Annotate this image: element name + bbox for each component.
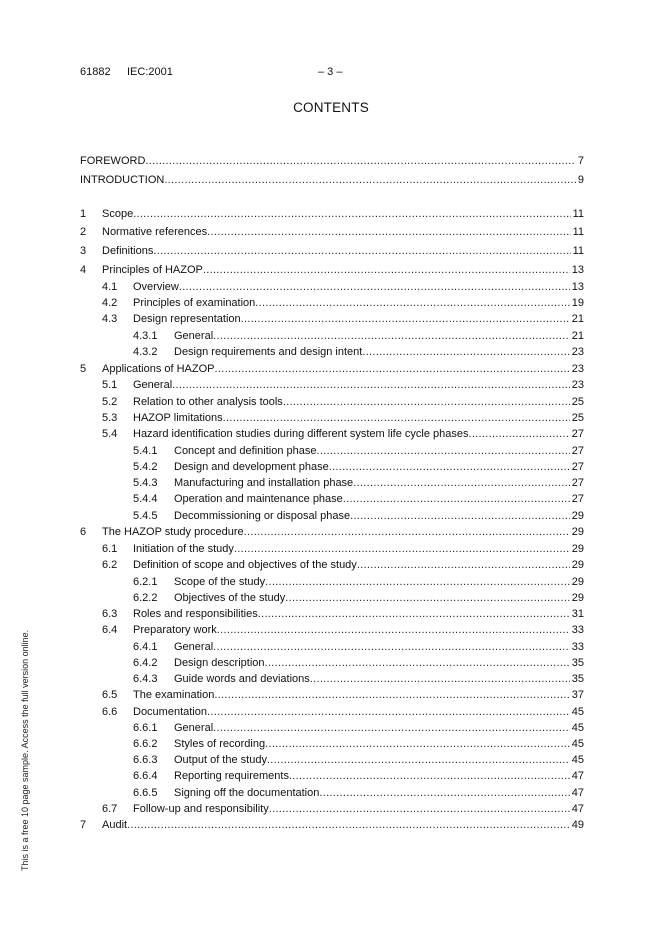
toc-entry-label: Relation to other analysis tools [133,396,283,408]
toc-entry[interactable] [102,623,584,637]
toc-leader-dots [145,154,575,168]
toc-entry[interactable] [102,688,584,702]
toc-entry-number: 6.7 [102,803,118,815]
toc-entry-label: Initiation of the study [133,543,234,555]
toc-entry[interactable] [102,607,584,621]
toc-entry-number: 6.2.1 [133,576,158,588]
toc-leader-dots [317,444,570,458]
toc-entry-label: Documentation [133,706,207,718]
toc-entry[interactable] [80,173,584,187]
toc-entry-number: 7 [80,819,87,831]
toc-entry[interactable] [80,154,584,168]
toc-entry-label: Scope of the study [174,576,266,588]
toc-leader-dots [215,362,570,376]
toc-entry[interactable] [80,225,584,239]
toc-leader-dots [207,705,570,719]
toc-entry[interactable] [102,705,584,719]
toc-entry[interactable] [133,444,584,458]
toc-entry-page: 27 [571,461,584,473]
standard-date: IEC:2001 [127,66,173,78]
toc-entry[interactable] [133,769,584,783]
toc-entry-number: 6.5 [102,689,118,701]
toc-entry-number: 5.4.2 [133,461,158,473]
toc-entry-number: 2 [80,226,87,238]
toc-leader-dots [214,688,569,702]
toc-leader-dots [468,427,569,441]
toc-leader-dots [269,802,570,816]
toc-entry[interactable] [133,575,584,589]
toc-leader-dots [179,280,570,294]
toc-entry-page: 29 [571,510,584,522]
toc-entry-number: 4.3 [102,313,118,325]
toc-entry-label: The examination [133,689,215,701]
toc-entry-label: Styles of recording [174,738,266,750]
toc-leader-dots [217,623,570,637]
toc-leader-dots [265,656,570,670]
toc-leader-dots [223,411,570,425]
toc-entry-number: 6.4.1 [133,641,158,653]
toc-entry-label: Objectives of the study [174,592,286,604]
toc-entry-number: 6.6.3 [133,754,158,766]
toc-entry-label: FOREWORD [80,155,146,167]
toc-entry-number: 5.2 [102,396,118,408]
toc-entry-label: Design representation [133,313,241,325]
toc-leader-dots [357,558,570,572]
toc-entry-number: 4 [80,264,87,276]
toc-entry-page: 45 [571,722,584,734]
toc-entry-number: 4.2 [102,297,118,309]
toc-entry[interactable] [102,427,584,441]
toc-entry-page: 13 [571,281,584,293]
toc-leader-dots [265,737,570,751]
toc-entry-number: 6.2 [102,559,118,571]
toc-entry[interactable] [133,460,584,474]
toc-entry-page: 11 [572,245,584,257]
toc-entry[interactable] [102,280,584,294]
toc-entry-label: General [174,641,214,653]
page-title: CONTENTS [293,100,369,115]
toc-leader-dots [283,395,570,409]
toc-leader-dots [127,818,570,832]
toc-entry-page: 11 [572,226,584,238]
toc-entry-label: Follow-up and responsibility [133,803,269,815]
toc-leader-dots [310,672,570,686]
toc-entry-number: 5.4.4 [133,493,158,505]
toc-entry-page: 27 [571,428,584,440]
toc-entry-page: 23 [571,379,584,391]
toc-entry[interactable] [102,802,584,816]
toc-entry-label: Scope [102,208,134,220]
toc-entry[interactable] [102,542,584,556]
toc-entry-label: Manufacturing and installation phase [174,477,354,489]
toc-leader-dots [203,263,570,277]
toc-entry-page: 11 [572,208,584,220]
toc-entry-number: 5.3 [102,412,118,424]
toc-entry-label: Preparatory work [133,624,217,636]
toc-leader-dots [172,378,570,392]
toc-entry-page: 21 [571,313,584,325]
toc-entry[interactable] [133,672,584,686]
toc-entry[interactable] [80,207,584,221]
toc-entry-label: Definitions [102,245,154,257]
toc-entry-number: 5 [80,363,87,375]
toc-entry-page: 25 [571,396,584,408]
toc-entry-page: 29 [571,592,584,604]
toc-entry-label: HAZOP limitations [133,412,223,424]
toc-entry-label: General [174,722,214,734]
toc-entry-page: 33 [571,624,584,636]
toc-leader-dots [255,296,569,310]
toc-entry[interactable] [133,591,584,605]
toc-entry[interactable] [133,786,584,800]
toc-entry-page: 45 [571,706,584,718]
toc-leader-dots [353,476,570,490]
toc-entry[interactable] [80,244,584,258]
toc-entry[interactable] [102,395,584,409]
toc-leader-dots [153,244,570,258]
page-number: – 3 – [318,66,343,78]
toc-entry-label: Audit [102,819,128,831]
toc-entry-page: 27 [571,493,584,505]
toc-entry-page: 35 [571,673,584,685]
toc-entry-page: 29 [571,526,584,538]
toc-entry-number: 5.4 [102,428,118,440]
toc-entry-page: 47 [571,787,584,799]
toc-leader-dots [241,312,570,326]
toc-entry-page: 23 [571,346,584,358]
toc-entry[interactable] [133,753,584,767]
toc-entry-page: 45 [571,754,584,766]
toc-entry[interactable] [133,329,584,343]
toc-entry-number: 4.3.1 [133,330,158,342]
toc-entry-page: 29 [571,559,584,571]
toc-entry-page: 27 [571,477,584,489]
toc-entry[interactable] [133,476,584,490]
toc-entry[interactable] [133,509,584,523]
toc-entry-page: 13 [571,264,584,276]
toc-leader-dots [244,525,570,539]
toc-entry[interactable] [102,296,584,310]
toc-entry[interactable] [102,378,584,392]
toc-entry[interactable] [133,737,584,751]
toc-entry-label: Applications of HAZOP [102,363,215,375]
toc-entry-number: 5.4.1 [133,445,158,457]
toc-entry[interactable] [102,558,584,572]
toc-entry-label: General [133,379,173,391]
toc-entry-label: Guide words and deviations [174,673,310,685]
toc-entry-number: 3 [80,245,87,257]
toc-leader-dots [258,607,570,621]
toc-entry[interactable] [80,362,584,376]
toc-entry-number: 4.1 [102,281,118,293]
toc-entry-number: 6.4.2 [133,657,158,669]
toc-entry-number: 6 [80,526,87,538]
toc-entry-page: 47 [571,803,584,815]
toc-leader-dots [343,492,570,506]
toc-entry-page: 23 [571,363,584,375]
toc-entry-label: Overview [133,281,179,293]
toc-entry[interactable] [80,525,584,539]
toc-entry-page: 49 [571,819,584,831]
toc-entry-page: 31 [571,608,584,620]
toc-entry-number: 5.4.3 [133,477,158,489]
toc-entry-number: 6.6.1 [133,722,158,734]
toc-entry-label: Hazard identification studies during different system life cycle phases [133,428,469,440]
toc-entry-page: 47 [571,770,584,782]
toc-entry-number: 5.4.5 [133,510,158,522]
toc-entry-label: Decommissioning or disposal phase [174,510,351,522]
toc-entry-number: 6.6 [102,706,118,718]
toc-leader-dots [362,345,569,359]
document-number: 61882 [80,66,111,78]
toc-entry-label: Reporting requirements [174,770,289,782]
toc-entry-label: Operation and maintenance phase [174,493,343,505]
toc-entry-page: 37 [571,689,584,701]
toc-leader-dots [213,329,570,343]
toc-entry-label: Signing off the documentation [174,787,320,799]
toc-leader-dots [133,207,570,221]
toc-entry-label: Design description [174,657,265,669]
toc-leader-dots [234,542,570,556]
toc-entry[interactable] [133,656,584,670]
toc-leader-dots [350,509,570,523]
toc-entry-label: Output of the study [174,754,267,766]
toc-entry-number: 5.1 [102,379,118,391]
toc-entry-number: 1 [80,208,87,220]
toc-entry-page: 21 [571,330,584,342]
toc-entry[interactable] [80,263,584,277]
toc-entry-label: General [174,330,214,342]
toc-leader-dots [285,591,569,605]
toc-entry-label: The HAZOP study procedure [102,526,244,538]
toc-leader-dots [265,575,570,589]
toc-entry-number: 6.2.2 [133,592,158,604]
toc-entry-page: 29 [571,576,584,588]
toc-leader-dots [329,460,570,474]
toc-leader-dots [319,786,569,800]
toc-entry-label: INTRODUCTION [80,174,165,186]
toc-entry-label: Roles and responsibilities [133,608,258,620]
toc-entry-label: Principles of HAZOP [102,264,203,276]
toc-entry-number: 6.6.2 [133,738,158,750]
toc-entry-page: 25 [571,412,584,424]
toc-entry-label: Normative references [102,226,208,238]
toc-entry-label: Concept and definition phase [174,445,317,457]
toc-entry-number: 6.6.4 [133,770,158,782]
toc-entry[interactable] [133,345,584,359]
toc-entry-page: 27 [571,445,584,457]
toc-entry-number: 6.6.5 [133,787,158,799]
toc-entry-page: 29 [571,543,584,555]
toc-entry-page: 33 [571,641,584,653]
toc-entry-number: 4.3.2 [133,346,158,358]
toc-entry-page: 19 [571,297,584,309]
toc-leader-dots [207,225,570,239]
toc-entry-label: Definition of scope and objectives of the study [133,559,357,571]
toc-entry[interactable] [102,411,584,425]
toc-entry[interactable] [80,818,584,832]
toc-entry-number: 6.4.3 [133,673,158,685]
toc-entry-page: 7 [577,155,584,167]
toc-entry-page: 45 [571,738,584,750]
toc-entry-label: Principles of examination [133,297,256,309]
toc-leader-dots [164,173,576,187]
toc-leader-dots [213,640,570,654]
toc-leader-dots [267,753,570,767]
toc-entry[interactable] [102,312,584,326]
toc-entry[interactable] [133,640,584,654]
toc-entry-number: 6.3 [102,608,118,620]
toc-entry-page: 9 [577,174,584,186]
toc-leader-dots [289,769,570,783]
toc-entry-page: 35 [571,657,584,669]
toc-entry-label: Design requirements and design intent [174,346,363,358]
toc-entry-label: Design and development phase [174,461,329,473]
toc-entry[interactable] [133,721,584,735]
toc-entry-number: 6.4 [102,624,118,636]
toc-entry-number: 6.1 [102,543,118,555]
sample-notice: This is a free 10 page sample. Access the full version online. [20,629,30,871]
toc-leader-dots [213,721,570,735]
toc-entry[interactable] [133,492,584,506]
